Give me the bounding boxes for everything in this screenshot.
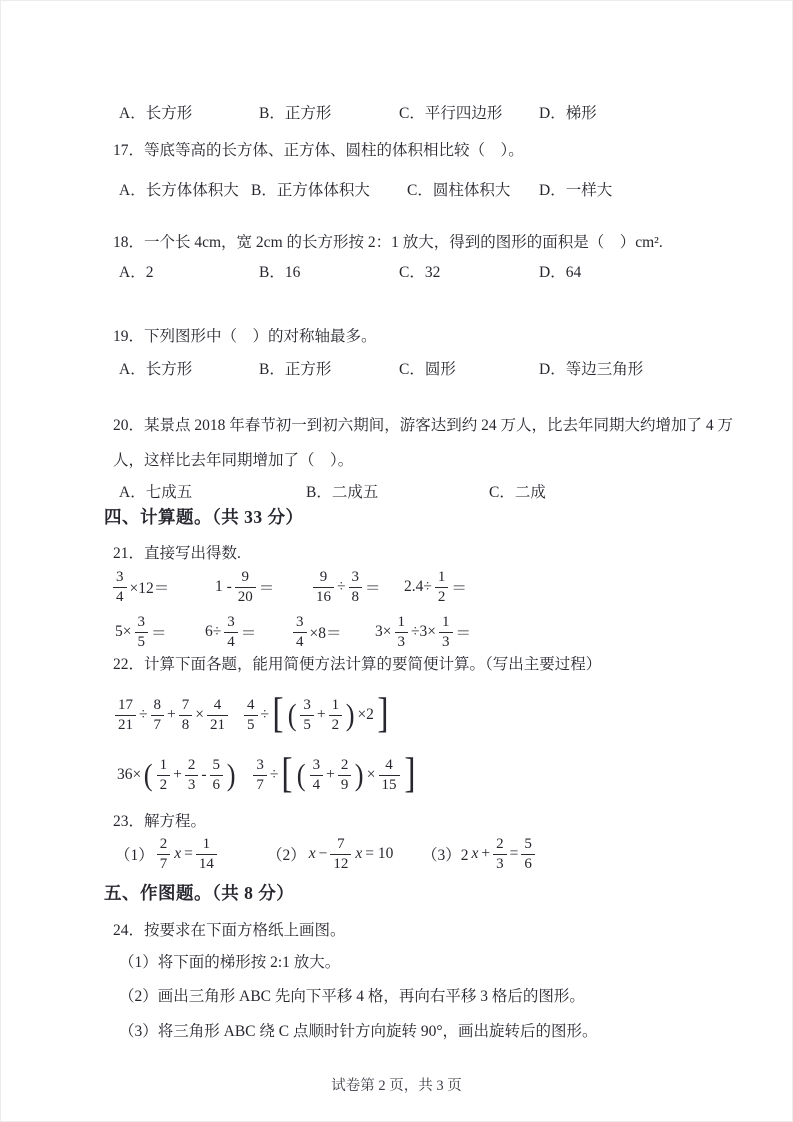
q20-stem-line2: 人，这样比去年同期增加了（ ）。: [113, 452, 354, 469]
option-d: D．等边三角形: [539, 361, 644, 378]
q24-stem: 24．按要求在下面方格纸上画图。: [113, 922, 346, 939]
fraction: $\frac{7}{12}$: [330, 836, 351, 873]
math-expression: [214, 569, 311, 606]
fraction: $\frac{1}{3}$: [395, 614, 409, 651]
bracket: ): [355, 757, 364, 793]
variable: x: [308, 845, 316, 862]
fraction: $\frac{9}{16}$: [313, 569, 334, 606]
option-b: B．正方形: [259, 361, 332, 378]
math-text: ÷3×: [411, 623, 436, 640]
fraction: $\frac{3}{8}$: [349, 569, 363, 606]
q20-stem-line1: 20．某景点 2018 年春节初一到初六期间，游客达到约 24 万人，比去年同期大约增加了 4 万: [113, 417, 734, 434]
math-text: = 10: [365, 845, 394, 862]
math-text: =: [184, 845, 193, 862]
bracket: (: [287, 697, 297, 733]
bracket: ]: [403, 751, 416, 798]
option-b: B．二成五: [306, 484, 379, 501]
q20-options-row: [119, 480, 546, 502]
math-expression: [113, 697, 230, 734]
math-text: （3）2: [422, 847, 469, 864]
math-text: ÷: [139, 706, 148, 723]
math-text: =: [509, 845, 519, 862]
math-text: （2）: [267, 847, 306, 864]
math-text: +: [316, 706, 326, 723]
math-text: ＝: [151, 625, 167, 642]
math-text: ×: [195, 706, 205, 723]
q24-part-1: （1）将下面的梯形按 2:1 放大。: [119, 954, 341, 971]
bracket: [: [272, 691, 284, 738]
page-footer: 试卷第 2 页，共 3 页: [331, 1078, 462, 1094]
math-text: （1）: [115, 847, 154, 864]
fraction: $\frac{3}{4}$: [293, 614, 307, 651]
q16-options-row: [119, 101, 597, 123]
option-a: A．长方形: [119, 105, 193, 122]
fraction: $\frac{2}{9}$: [338, 757, 352, 794]
math-text: ÷: [337, 578, 346, 595]
option-c: C．圆形: [399, 361, 456, 378]
fraction: $\frac{1}{2}$: [157, 757, 171, 794]
math-text: ＝: [455, 625, 472, 642]
option-c: C．32: [399, 264, 441, 281]
math-text: ＝: [451, 580, 467, 597]
math-text: 2.4÷: [404, 578, 432, 595]
fraction: $\frac{9}{20}$: [235, 569, 256, 606]
math-text: 5×: [115, 623, 132, 640]
math-expression: [291, 614, 374, 651]
q22-stem: 22．计算下面各题，能用简便方法计算的要简便计算。（写出主要过程）: [113, 656, 602, 673]
fraction: $\frac{1}{2}$: [435, 569, 449, 606]
option-d: D．64: [539, 264, 582, 281]
q22-math-row-1: [113, 687, 391, 743]
math-expression: [242, 691, 391, 738]
equation-3: [421, 836, 537, 873]
variable: x: [471, 845, 479, 862]
math-expression: [374, 614, 472, 651]
math-expression: [114, 614, 204, 651]
q17-options-row: [119, 178, 612, 200]
fraction: $\frac{7}{8}$: [179, 697, 193, 734]
math-text: 6÷: [205, 623, 222, 640]
fraction: $\frac{5}{6}$: [210, 757, 224, 794]
fraction: $\frac{4}{5}$: [244, 697, 258, 734]
option-d: D．一样大: [539, 182, 613, 199]
q19-options-row: [119, 357, 643, 379]
math-text: −: [318, 845, 328, 862]
q24-part-2: （2）画出三角形 ABC 先向下平移 4 格，再向右平移 3 格后的图形。: [119, 988, 585, 1005]
math-expression: [111, 569, 214, 606]
fraction: $\frac{3}{5}$: [135, 614, 149, 651]
math-text: ×8＝: [309, 625, 342, 642]
q23-equations-row: [114, 831, 537, 877]
math-text: +: [481, 845, 491, 862]
math-expression: [311, 569, 403, 606]
equation-2: [266, 836, 421, 873]
option-a: A．2: [119, 264, 154, 281]
fraction: $\frac{3}{4}$: [310, 757, 324, 794]
math-text: +: [167, 706, 176, 723]
q17-stem: 17．等底等高的长方体、正方体、圆柱的体积相比较（ ）。: [113, 142, 524, 159]
fraction: $\frac{4}{15}$: [379, 757, 400, 794]
bracket: (: [297, 757, 306, 793]
math-expression: [251, 751, 417, 798]
variable: x: [355, 845, 363, 862]
math-text: ＝: [258, 580, 275, 597]
fraction: $\frac{3}{4}$: [224, 614, 238, 651]
section-5-heading: 五、作图题。（共 8 分）: [104, 883, 295, 903]
fraction: $\frac{8}{7}$: [151, 697, 165, 734]
bracket: ]: [377, 691, 389, 738]
equation-1: [114, 836, 266, 873]
fraction: $\frac{2}{7}$: [157, 836, 171, 873]
math-text: ÷: [269, 766, 279, 783]
math-expression: [204, 614, 291, 651]
bracket: [: [281, 751, 293, 798]
bracket: ): [345, 697, 355, 733]
q21-math-row-1: [111, 564, 468, 610]
option-a: A．长方体体积大: [119, 182, 239, 199]
math-text: ×12＝: [129, 580, 170, 597]
fraction: $\frac{17}{21}$: [115, 697, 136, 734]
fraction: $\frac{5}{6}$: [521, 836, 535, 873]
option-a: A．长方形: [119, 361, 193, 378]
q18-stem: 18．一个长 4cm，宽 2cm 的长方形按 2：1 放大，得到的图形的面积是（ ）cm².: [113, 234, 663, 251]
fraction: $\frac{3}{7}$: [253, 757, 267, 794]
math-text: ×: [366, 766, 376, 783]
q21-stem: 21．直接写出得数.: [113, 545, 241, 562]
fraction: $\frac{4}{21}$: [207, 697, 228, 734]
math-text: 3×: [375, 623, 392, 640]
option-c: C．平行四边形: [399, 105, 503, 122]
option-c: C．圆柱体积大: [407, 182, 511, 199]
fraction: $\frac{3}{5}$: [300, 697, 314, 734]
math-text: -: [201, 766, 207, 783]
math-text: 36×: [117, 766, 142, 783]
math-expression: [116, 757, 237, 794]
fraction: $\frac{1}{2}$: [329, 697, 343, 734]
q23-stem: 23．解方程。: [113, 813, 207, 830]
math-text: ＝: [240, 625, 257, 642]
q19-stem: 19．下列图形中（ ）的对称轴最多。: [113, 328, 377, 345]
math-text: +: [326, 766, 335, 783]
math-text: ＝: [365, 580, 381, 597]
option-b: B．正方体体积大: [251, 182, 370, 199]
math-text: ÷: [260, 706, 270, 723]
option-c: C．二成: [489, 484, 546, 501]
option-d: D．梯形: [539, 105, 597, 122]
math-expression: [403, 569, 468, 606]
math-text: 1 -: [215, 578, 232, 595]
fraction: $\frac{1}{14}$: [196, 836, 217, 873]
q24-part-3: （3）将三角形 ABC 绕 C 点顺时针方向旋转 90°，画出旋转后的图形。: [119, 1023, 598, 1040]
section-4-heading: 四、计算题。（共 33 分）: [104, 507, 304, 527]
math-text: ×2: [357, 706, 374, 723]
bracket: (: [144, 757, 153, 793]
q18-options-row: [119, 260, 581, 282]
fraction: $\frac{3}{4}$: [113, 569, 127, 606]
option-b: B．正方形: [259, 105, 332, 122]
bracket: ): [226, 757, 236, 793]
fraction: $\frac{2}{3}$: [493, 836, 507, 873]
option-b: B．16: [259, 264, 301, 281]
variable: x: [174, 845, 182, 862]
q21-math-row-2: [114, 609, 472, 655]
option-a: A．七成五: [119, 484, 193, 501]
math-text: +: [173, 766, 182, 783]
fraction: $\frac{1}{3}$: [439, 614, 453, 651]
q22-math-row-2: [116, 747, 418, 803]
fraction: $\frac{2}{3}$: [185, 757, 199, 794]
